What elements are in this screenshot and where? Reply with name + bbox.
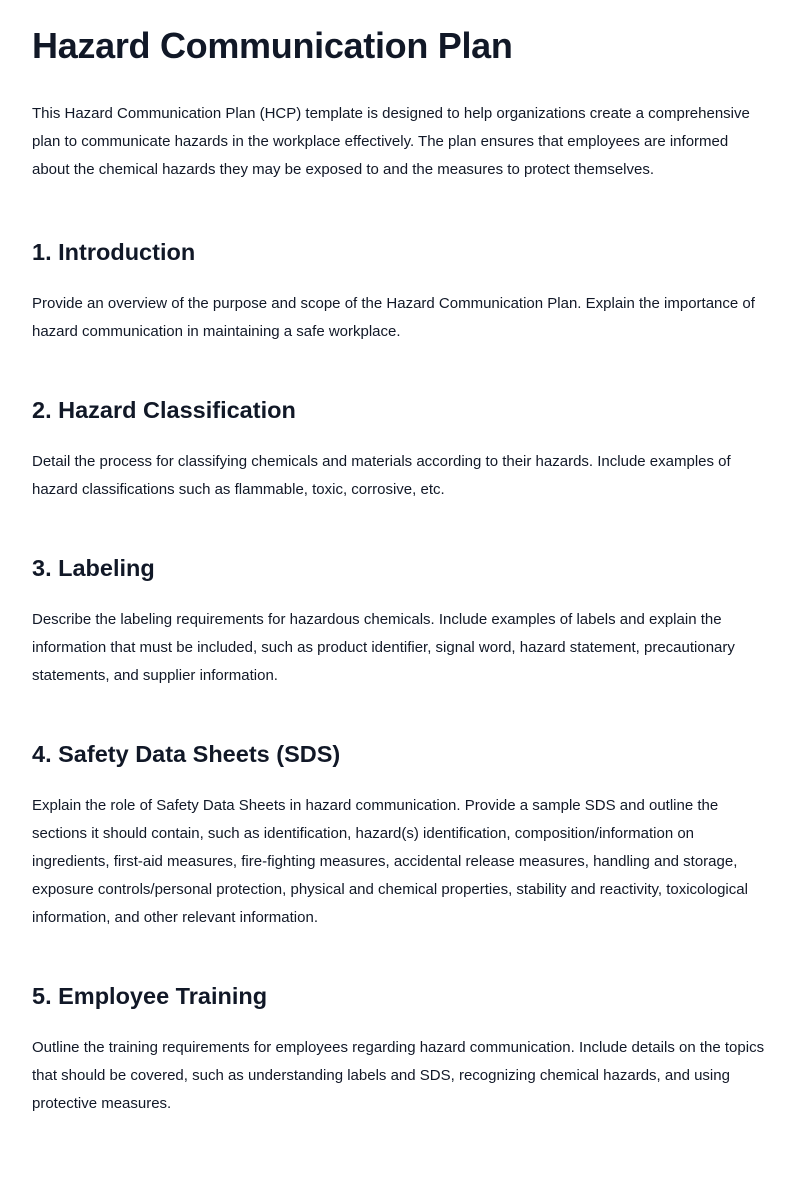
section-body: Outline the training requirements for employees regarding hazard communication. Include details on the topics that should be covered, such as understanding labels and SDS, recognizing chemical hazards, and using protective measures.: [32, 1039, 765, 1112]
section-hazard-classification: [32, 394, 768, 504]
section-safety-data-sheets: [32, 738, 768, 932]
section-body: Detail the process for classifying chemicals and materials according to their hazards. Include examples of hazard classifications such as flammable, toxic, corrosive, etc.: [32, 453, 731, 498]
section-heading: 3. Labeling: [32, 555, 155, 581]
section-employee-training: [32, 980, 768, 1118]
section-heading: 4. Safety Data Sheets (SDS): [32, 741, 341, 767]
section-body: Provide an overview of the purpose and scope of the Hazard Communication Plan. Explain the importance of hazard communication in maintaining a safe workplace.: [32, 295, 755, 340]
section-body: Describe the labeling requirements for hazardous chemicals. Include examples of labels and explain the information that must be included, such as product identifier, signal word, hazard statement, precautionary statements, and supplier information.: [32, 611, 735, 684]
section-introduction: [32, 236, 768, 346]
section-heading: 1. Introduction: [32, 239, 196, 265]
page-title: Hazard Communication Plan: [32, 25, 513, 66]
section-labeling: [32, 552, 768, 690]
section-heading: 2. Hazard Classification: [32, 397, 296, 423]
section-heading: 5. Employee Training: [32, 983, 268, 1009]
intro-paragraph: This Hazard Communication Plan (HCP) template is designed to help organizations create a comprehensive plan to communicate hazards in the workplace effectively. The plan ensures that employees are informed about the chemical hazards they may be exposed to and the measures to protect themselves.: [32, 105, 750, 178]
section-body: Explain the role of Safety Data Sheets in hazard communication. Provide a sample SDS and outline the sections it should contain, such as identification, hazard(s) identification, composition/information on ingredients, first-aid measures, fire-fighting measures, accidental release measures, handling and storage, exposure controls/personal protection, physical and chemical properties, stability and reactivity, toxicological information, and other relevant information.: [32, 797, 748, 926]
